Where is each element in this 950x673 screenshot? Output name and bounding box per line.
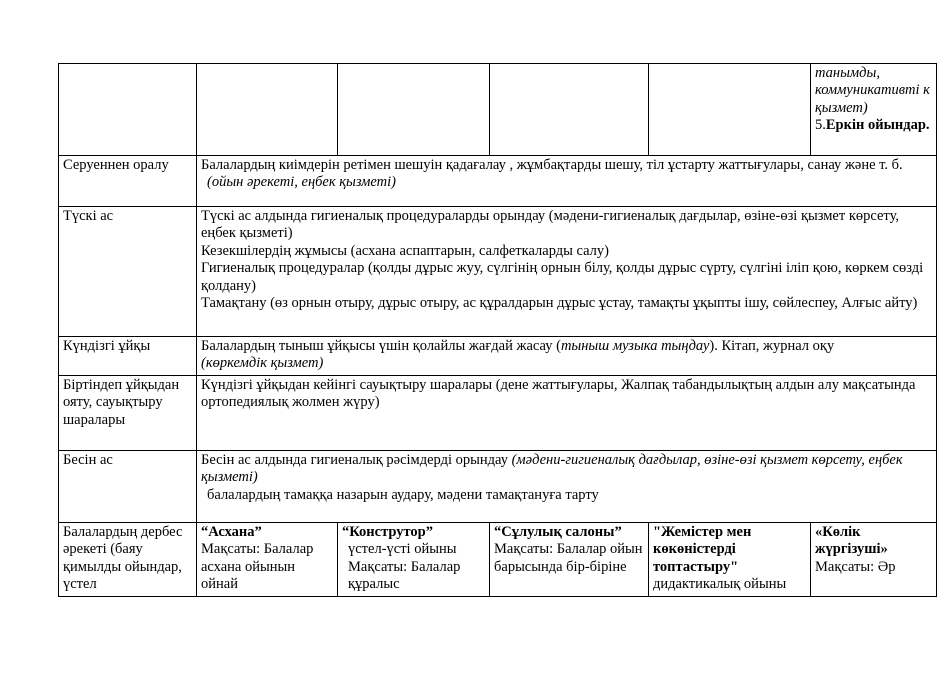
- paragraph: Балалардың тыныш ұйқысы үшін қолайлы жағдай жасау (: [201, 338, 561, 354]
- activity-type-note: тыныш музыка тыңдау: [560, 338, 710, 354]
- table-row: [59, 522, 937, 596]
- table-cell: [59, 64, 197, 156]
- game-cell: [197, 522, 338, 596]
- game-title: “Асхана”: [201, 523, 262, 540]
- paragraph: балалардың тамаққа назарын аудару, мәдени тамақтануға тарту: [207, 486, 599, 503]
- daily-schedule-table: [58, 63, 937, 597]
- paragraph: Түскі ас алдында гигиеналық процедураларды орындау (мәдени-гигиеналық дағдылар, өзіне-өзі қызмет көрсету, еңбек қызметі): [201, 208, 899, 242]
- paragraph: Тамақтану (өз орнын отыру, дұрыс отыру, ас құралдарын дұрыс ұстау, тамақты ұқыпты ішу, сөйлеспеу, Алғыс айту): [201, 295, 918, 312]
- game-cell: [490, 522, 649, 596]
- game-title: "Жемістер мен көкөністерді топтастыру": [653, 523, 752, 575]
- free-games-title: Еркін ойындар.: [825, 117, 930, 134]
- table-row: [59, 450, 937, 522]
- table-cell: [811, 64, 937, 156]
- row-content: [197, 156, 937, 207]
- table-row: [59, 64, 937, 156]
- table-row: [59, 337, 937, 376]
- table-cell: [338, 64, 490, 156]
- row-label: Бесін ас: [59, 450, 197, 522]
- row-content: [197, 337, 937, 376]
- paragraph: Бесін ас алдында гигиеналық рәсімдерді орындау: [201, 451, 512, 468]
- row-label: Серуеннен оралу: [59, 156, 197, 207]
- paragraph: Гигиеналық процедуралар (қолды дұрыс жуу, сүлгінің орнын білу, қолды дұрыс сүрту, сүлгіні іліп қою, көркем сөзді қолдану): [201, 260, 924, 294]
- row-label: Балалардың дербес әрекеті (баяу қимылды ойындар, үстел: [59, 522, 197, 596]
- game-cell: [338, 522, 490, 596]
- game-title: “Конструтор”: [342, 523, 434, 540]
- row-label: Күндізгі ұйқы: [59, 337, 197, 376]
- game-description: Мақсаты: Балалар асхана ойынын ойнай: [201, 541, 314, 593]
- game-title: «Көлік жүргізуші»: [815, 523, 888, 558]
- row-content: [197, 207, 937, 337]
- activity-type-note: (мәдени-гигиеналық дағдылар, өзіне-өзі қызмет көрсету, еңбек қызметі): [201, 451, 903, 486]
- row-content: [197, 450, 937, 522]
- table-cell: [197, 64, 338, 156]
- game-description: дидактикалық ойыны: [653, 576, 787, 593]
- activity-type-note: (көркемдік қызмет): [201, 355, 324, 372]
- row-label: Біртіндеп ұйқыдан ояту, сауықтыру шаралары: [59, 375, 197, 450]
- game-cell: [811, 522, 937, 596]
- game-cell: [649, 522, 811, 596]
- game-description: Мақсаты: Балалар ойын барысында бір-біріне: [494, 541, 643, 575]
- paragraph: Кезекшілердің жұмысы (асхана аспаптарын, салфеткаларды салу): [201, 242, 609, 259]
- table-row: [59, 375, 937, 450]
- game-description: үстел-үсті ойыны Мақсаты: Балалар құралыс: [348, 541, 461, 593]
- item-number: 5.: [815, 117, 826, 134]
- table-row: [59, 156, 937, 207]
- row-label: Түскі ас: [59, 207, 197, 337]
- table-cell: [649, 64, 811, 156]
- table-row: [59, 207, 937, 337]
- paragraph: ). Кітап, журнал оқу: [709, 338, 835, 354]
- game-description: Мақсаты: Әр: [815, 558, 896, 575]
- table-cell: [490, 64, 649, 156]
- activity-type-note: танымды, коммуникативті к қызмет): [815, 65, 930, 116]
- paragraph: Балалардың киімдерін ретімен шешуін қадағалау , жұмбақтарды шешу, тіл ұстарту жаттығулары, санау және т. б.: [201, 157, 903, 173]
- activity-type-note: (ойын әрекеті, еңбек қызметі): [207, 174, 396, 191]
- row-content: Күндізгі ұйқыдан кейінгі сауықтыру шаралары (дене жаттығулары, Жалпақ табандылықтың алдын алу мақсатында ортопедиялық жолмен жүру): [197, 375, 937, 450]
- game-title: “Сұлулық салоны”: [494, 523, 622, 540]
